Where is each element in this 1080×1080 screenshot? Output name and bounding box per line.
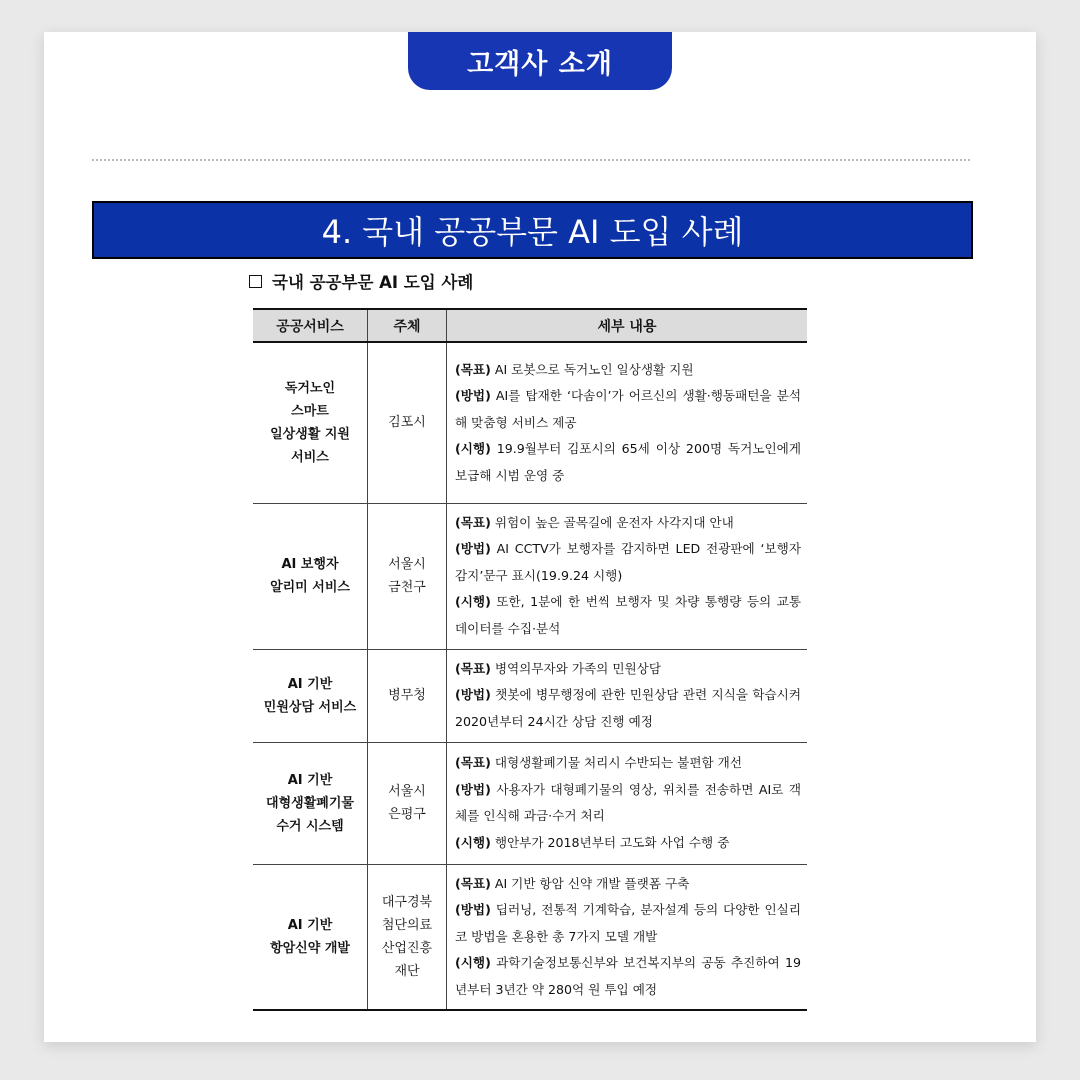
- detail-item: [455, 656, 801, 683]
- detail-text: 행안부가 2018년부터 고도화 사업 수행 중: [490, 834, 730, 850]
- table-row: [253, 742, 807, 864]
- detail-text: 또한, 1분에 한 번씩 보행자 및 차량 통행량 등의 교통 데이터를 수집·분석: [455, 594, 801, 636]
- detail-item: [455, 357, 801, 384]
- detail-tag: (방법): [455, 541, 491, 557]
- detail-tag: (방법): [455, 781, 491, 797]
- detail-cell: [447, 864, 808, 1010]
- detail-tag: (목표): [455, 755, 491, 770]
- detail-tag: (목표): [455, 875, 491, 891]
- service-cell: [253, 864, 368, 1010]
- table-subheading: [249, 266, 473, 296]
- detail-text: AI 로봇으로 독거노인 일상생활 지원: [490, 361, 694, 377]
- organization-name: 병무청: [388, 688, 426, 703]
- detail-text: 사용자가 대형폐기물의 영상, 위치를 전송하면 AI로 객체를 인식해 과금·수거 처리: [455, 781, 801, 823]
- organization-cell: [368, 864, 447, 1010]
- organization-cell: [368, 649, 447, 742]
- detail-tag: (목표): [455, 514, 491, 530]
- section-tab-title: 고객사 소개: [467, 48, 613, 80]
- detail-item: [455, 897, 801, 950]
- title-banner: [92, 201, 973, 259]
- column-header: 공공서비스: [253, 309, 368, 342]
- service-name: AI 기반 민원상담 서비스: [263, 676, 357, 715]
- cases-table: [253, 308, 807, 1011]
- banner-title: 4. 국내 공공부문 AI 도입 사례: [321, 213, 744, 251]
- detail-text: 19.9월부터 김포시의 65세 이상 200명 독거노인에게 보급해 시범 운영 중: [455, 441, 801, 483]
- detail-item: [455, 950, 801, 1003]
- detail-item: [455, 871, 801, 898]
- dotted-divider: [92, 159, 970, 161]
- detail-text: AI CCTV가 보행자를 감지하면 LED 전광판에 ‘보행자 감지’문구 표시(19.9.24 시행): [455, 541, 801, 583]
- checkbox-square-icon: [249, 275, 262, 288]
- detail-item: [455, 536, 801, 589]
- detail-tag: (방법): [455, 687, 491, 703]
- detail-item: [455, 383, 801, 436]
- column-header: 세부 내용: [447, 309, 808, 342]
- service-cell: [253, 342, 368, 503]
- detail-tag: (시행): [455, 834, 491, 850]
- service-cell: [253, 649, 368, 742]
- organization-name: 서울시 은평구: [388, 784, 426, 822]
- detail-item: [455, 777, 801, 830]
- table-header-row: [253, 309, 807, 342]
- detail-tag: (시행): [455, 441, 491, 456]
- detail-cell: [447, 649, 808, 742]
- detail-text: 병역의무자와 가족의 민원상담: [490, 660, 662, 676]
- organization-cell: [368, 742, 447, 864]
- detail-item: [455, 750, 801, 777]
- detail-item: [455, 682, 801, 735]
- detail-item: [455, 510, 801, 537]
- service-cell: [253, 742, 368, 864]
- detail-tag: (목표): [455, 660, 491, 676]
- detail-text: AI를 탑재한 ‘다솜이’가 어르신의 생활·행동패턴을 분석해 맞춤형 서비스 제공: [455, 388, 801, 430]
- table-row: [253, 342, 807, 503]
- service-name: AI 기반 대형생활폐기물 수거 시스템: [266, 772, 354, 834]
- detail-text: 대형생활폐기물 처리시 수반되는 불편함 개선: [490, 755, 743, 770]
- service-name: 독거노인 스마트 일상생활 지원 서비스: [270, 380, 350, 465]
- detail-tag: (시행): [455, 955, 491, 970]
- detail-text: 딥러닝, 전통적 기계학습, 분자설계 등의 다양한 인실리코 방법을 혼용한 총 7가지 모델 개발: [455, 902, 801, 944]
- organization-cell: [368, 503, 447, 649]
- organization-name: 김포시: [388, 415, 426, 431]
- detail-item: [455, 589, 801, 642]
- detail-tag: (목표): [455, 361, 491, 377]
- organization-name: 대구경북 첨단의료 산업진흥 재단: [381, 894, 433, 979]
- table-row: [253, 649, 807, 742]
- detail-cell: [447, 342, 808, 503]
- organization-name: 서울시 금천구: [388, 557, 426, 595]
- service-name: AI 보행자 알리미 서비스: [270, 557, 350, 595]
- detail-text: 과학기술정보통신부와 보건복지부의 공동 추진하여 19년부터 3년간 약 280억 원 투입 예정: [455, 955, 801, 997]
- table-row: [253, 864, 807, 1010]
- detail-text: 챗봇에 병무행정에 관한 민원상담 관련 지식을 학습시켜 2020년부터 24시간 상담 진행 예정: [455, 687, 801, 729]
- service-cell: [253, 503, 368, 649]
- organization-cell: [368, 342, 447, 503]
- detail-cell: [447, 742, 808, 864]
- table-row: [253, 503, 807, 649]
- detail-text: AI 기반 항암 신약 개발 플랫폼 구축: [490, 875, 690, 891]
- detail-item: [455, 436, 801, 489]
- service-name: AI 기반 항암신약 개발: [270, 917, 350, 956]
- column-header: 주체: [368, 309, 447, 342]
- detail-text: 위험이 높은 골목길에 운전자 사각지대 안내: [490, 514, 734, 530]
- section-tab: [408, 32, 672, 90]
- detail-tag: (시행): [455, 594, 491, 610]
- detail-cell: [447, 503, 808, 649]
- detail-item: [455, 830, 801, 857]
- detail-tag: (방법): [455, 388, 491, 403]
- subheading-text: 국내 공공부문 AI 도입 사례: [272, 273, 474, 292]
- detail-tag: (방법): [455, 902, 491, 917]
